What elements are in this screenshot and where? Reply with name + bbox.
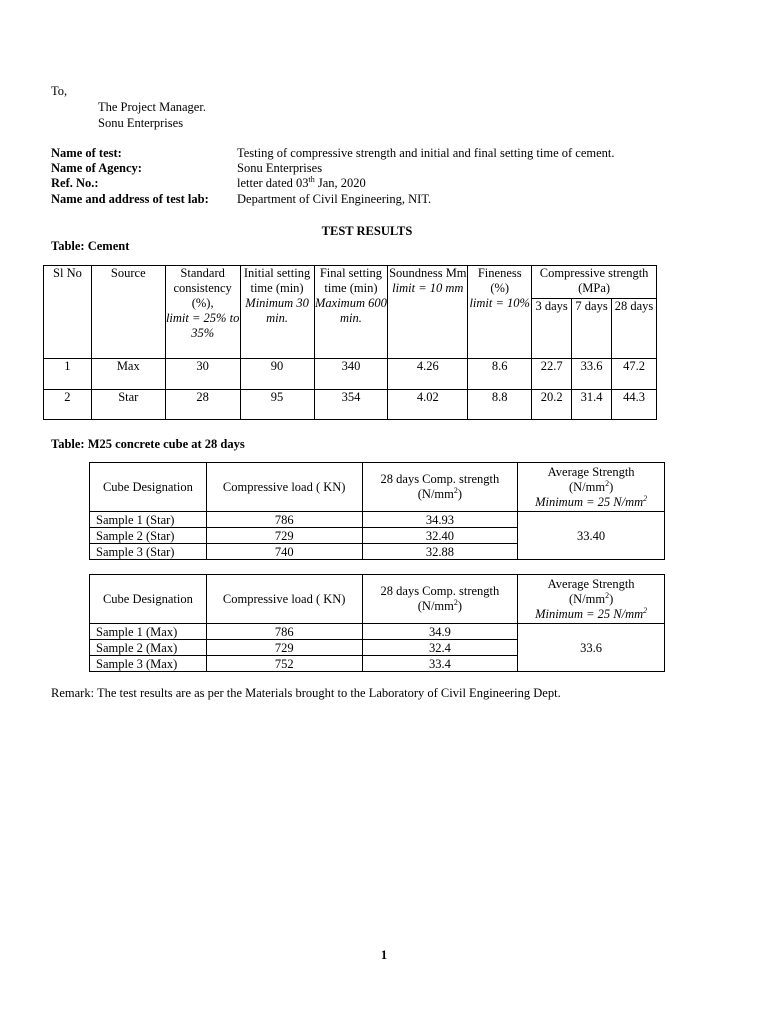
header-compressive-load: Compressive load ( KN) <box>206 463 362 512</box>
cell-fineness: 8.8 <box>468 390 532 420</box>
ref-label: Ref. No.: <box>51 176 99 190</box>
header-comp-strength: 28 days Comp. strength $(N/mm^2)$ <box>362 463 518 512</box>
cell-final: 340 <box>314 359 388 390</box>
cell-sample: Sample 3 (Star) <box>90 544 207 560</box>
cell-soundness: 4.26 <box>388 359 468 390</box>
header-compressive-strength: Compressive strength (MPa) <box>532 266 657 299</box>
header-fineness: Fineness (%) limit = 10% <box>468 266 532 359</box>
cell-strength: 34.9 <box>362 624 518 640</box>
page-number: 1 <box>380 948 388 962</box>
remark: Remark: The test results are as per the Materials brought to the Laboratory of Civil Engineering Dept. <box>51 686 561 700</box>
cell-7-days: 31.4 <box>572 390 612 420</box>
cement-table-caption: Table: Cement <box>51 239 130 253</box>
cube-table-caption: Table: M25 concrete cube at 28 days <box>51 437 245 451</box>
header-source: Source <box>91 266 165 359</box>
cement-table <box>43 265 657 420</box>
cell-strength: 33.4 <box>362 656 518 672</box>
header-average-strength: Average Strength $(N/mm^2)$ Minimum = 25 $N/mm^2$ <box>518 575 665 624</box>
table-row <box>44 390 657 420</box>
cell-sample: Sample 2 (Max) <box>90 640 207 656</box>
header-compressive-load: Compressive load ( KN) <box>206 575 362 624</box>
cell-strength: 32.4 <box>362 640 518 656</box>
cell-28-days: 47.2 <box>612 359 657 390</box>
ref-value: letter dated 03th Jan, 2020 <box>237 174 366 190</box>
cell-load: 729 <box>206 528 362 544</box>
cell-sl: 1 <box>44 359 92 390</box>
cell-source: Max <box>91 359 165 390</box>
cell-3-days: 22.7 <box>532 359 572 390</box>
test-name-value: Testing of compressive strength and initial and final setting time of cement. <box>237 146 615 160</box>
cell-strength: 32.40 <box>362 528 518 544</box>
lab-value: Department of Civil Engineering, NIT. <box>237 192 432 206</box>
lab-label: Name and address of test lab: <box>51 192 209 206</box>
cell-sample: Sample 1 (Max) <box>90 624 207 640</box>
cell-load: 729 <box>206 640 362 656</box>
cell-28-days: 44.3 <box>612 390 657 420</box>
cell-soundness: 4.02 <box>388 390 468 420</box>
cell-fineness: 8.6 <box>468 359 532 390</box>
agency-value: Sonu Enterprises <box>237 161 323 175</box>
cell-load: 786 <box>206 624 362 640</box>
header-average-strength: Average Strength $(N/mm^2)$ Minimum = 25 $N/mm^2$ <box>518 463 665 512</box>
header-comp-strength: 28 days Comp. strength $(N/mm^2)$ <box>362 575 518 624</box>
cell-consistency: 28 <box>165 390 240 420</box>
cell-average-strength: 33.6 <box>518 624 665 672</box>
header-sl-no: Sl No <box>44 266 92 359</box>
agency-label: Name of Agency: <box>51 161 142 175</box>
cube-table-star <box>89 462 665 560</box>
cell-load: 786 <box>206 512 362 528</box>
cell-strength: 34.93 <box>362 512 518 528</box>
test-name-label: Name of test: <box>51 146 122 160</box>
recipient-title: The Project Manager. <box>98 100 206 114</box>
header-cube-designation: Cube Designation <box>90 463 207 512</box>
cell-strength: 32.88 <box>362 544 518 560</box>
cell-sample: Sample 2 (Star) <box>90 528 207 544</box>
header-soundness: Soundness Mm limit = 10 mm <box>388 266 468 359</box>
header-initial-setting: Initial setting time (min) Minimum 30 min. <box>240 266 314 359</box>
cell-sample: Sample 1 (Star) <box>90 512 207 528</box>
header-7-days: 7 days <box>572 299 612 359</box>
header-3-days: 3 days <box>532 299 572 359</box>
cell-initial: 90 <box>240 359 314 390</box>
header-28-days: 28 days <box>612 299 657 359</box>
cell-3-days: 20.2 <box>532 390 572 420</box>
table-row <box>44 359 657 390</box>
cell-final: 354 <box>314 390 388 420</box>
header-final-setting: Final setting time (min) Maximum 600 min. <box>314 266 388 359</box>
recipient-company: Sonu Enterprises <box>98 116 184 130</box>
cell-load: 752 <box>206 656 362 672</box>
cell-sample: Sample 3 (Max) <box>90 656 207 672</box>
table-row <box>90 512 665 528</box>
cube-table-max <box>89 574 665 672</box>
cell-7-days: 33.6 <box>572 359 612 390</box>
header-consistency: Standard consistency (%), limit = 25% to 35% <box>165 266 240 359</box>
cell-sl: 2 <box>44 390 92 420</box>
cell-average-strength: 33.40 <box>518 512 665 560</box>
cell-source: Star <box>91 390 165 420</box>
cell-load: 740 <box>206 544 362 560</box>
table-row <box>90 624 665 640</box>
cell-initial: 95 <box>240 390 314 420</box>
header-cube-designation: Cube Designation <box>90 575 207 624</box>
salutation: To, <box>51 84 68 98</box>
results-title: TEST RESULTS <box>321 224 413 238</box>
cell-consistency: 30 <box>165 359 240 390</box>
